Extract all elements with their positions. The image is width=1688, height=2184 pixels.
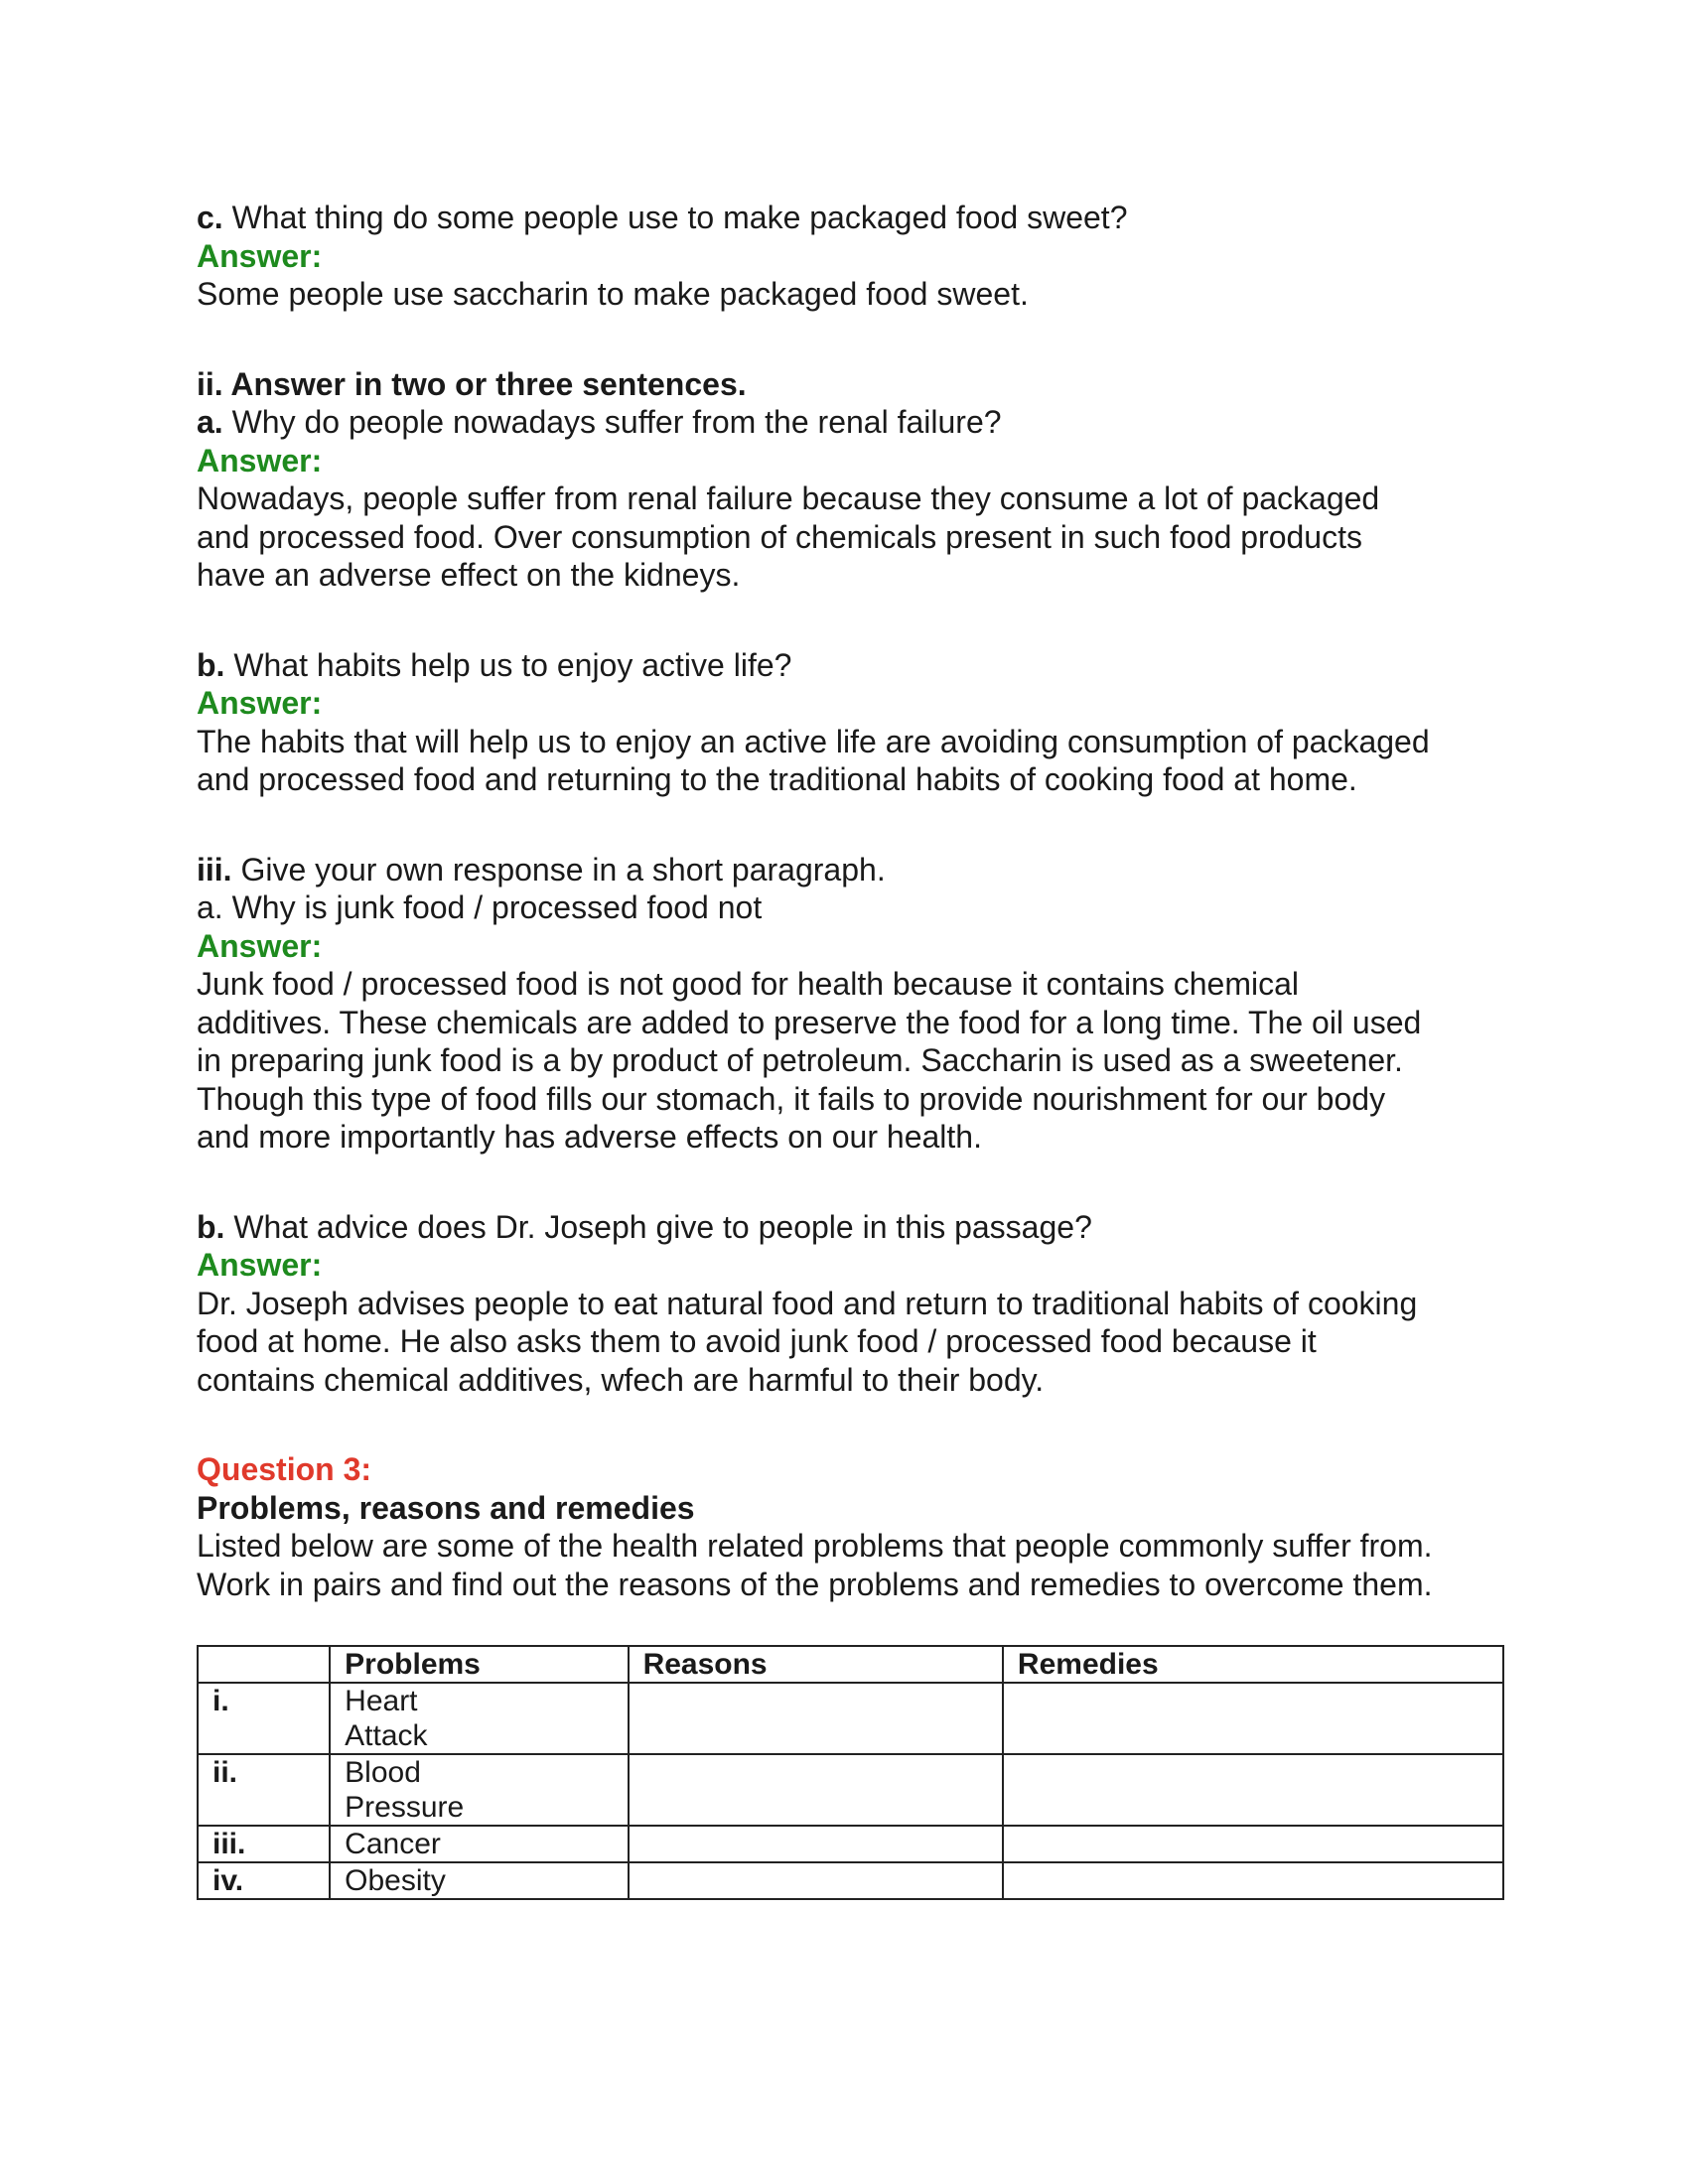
intro-line: Work in pairs and find out the reasons of the problems and remedies to overcome them. — [197, 1566, 1433, 1602]
question-text: What advice does Dr. Joseph give to people in this passage? — [224, 1208, 1092, 1245]
problems-table — [197, 1645, 1504, 1900]
answer-line: Junk food / processed food is not good for health because it contains chemical — [197, 966, 1300, 1002]
answer-line: in preparing junk food is a by product of petroleum. Saccharin is used as a sweetener. — [197, 1042, 1403, 1078]
remedies-cell — [1003, 1862, 1503, 1899]
section-heading: ii. Answer in two or three sentences. — [197, 365, 747, 402]
answer-label: Answer: — [197, 237, 323, 274]
problem-cell — [330, 1683, 628, 1754]
problem-line: Obesity — [345, 1864, 446, 1897]
answer-line: and processed food. Over consumption of chemicals present in such food products — [197, 518, 1362, 555]
document-body — [197, 199, 1507, 1603]
answer-line: food at home. He also asks them to avoid junk food / processed food because it — [197, 1323, 1317, 1359]
answer-line: and more importantly has adverse effects on our health. — [197, 1119, 982, 1155]
problem-cell — [330, 1754, 628, 1826]
section-iii-heading — [197, 851, 1507, 889]
column-header-remedies: Remedies — [1003, 1646, 1503, 1683]
answer-text: Some people use saccharin to make packaged food sweet. — [197, 276, 1029, 312]
table-row — [198, 1862, 1503, 1899]
column-header-problems: Problems — [330, 1646, 628, 1683]
answer-line: contains chemical additives, wfech are harmful to their body. — [197, 1361, 1045, 1398]
answer-line: Dr. Joseph advises people to eat natural food and return to traditional habits of cooking — [197, 1285, 1418, 1321]
question-iii-a: a. Why is junk food / processed food not — [197, 889, 763, 925]
answer-line: The habits that will help us to enjoy an active life are avoiding consumption of packaged — [197, 723, 1430, 759]
reasons-cell — [629, 1754, 1003, 1826]
row-number: i. — [198, 1683, 330, 1754]
problem-line: Heart — [345, 1685, 418, 1717]
remedies-cell — [1003, 1826, 1503, 1862]
problem-line: Attack — [345, 1719, 428, 1752]
remedies-cell — [1003, 1683, 1503, 1754]
question-3-heading: Question 3: — [197, 1451, 372, 1487]
answer-line: and processed food and returning to the traditional habits of cooking food at home. — [197, 761, 1357, 797]
question-iii-b — [197, 1208, 1507, 1247]
question-label: b. — [197, 646, 225, 683]
answer-label: Answer: — [197, 1247, 323, 1283]
section-label: iii. — [197, 851, 232, 887]
question-label: a. — [197, 404, 223, 440]
column-header-number — [198, 1646, 330, 1683]
remedies-cell — [1003, 1754, 1503, 1826]
question-label: c. — [197, 200, 223, 235]
table-row — [198, 1683, 1503, 1754]
row-number: ii. — [198, 1754, 330, 1826]
answer-line: additives. These chemicals are added to preserve the food for a long time. The oil used — [197, 1004, 1422, 1040]
table-row — [198, 1826, 1503, 1862]
answer-label: Answer: — [197, 442, 323, 478]
column-header-reasons: Reasons — [629, 1646, 1003, 1683]
answer-label: Answer: — [197, 685, 323, 721]
question-label: b. — [197, 1208, 225, 1245]
problem-cell — [330, 1826, 628, 1862]
reasons-cell — [629, 1862, 1003, 1899]
reasons-cell — [629, 1826, 1003, 1862]
answer-label: Answer: — [197, 927, 323, 964]
question-ii-a — [197, 403, 1507, 442]
question-c — [197, 199, 1507, 237]
question-text: What thing do some people use to make packaged food sweet? — [222, 200, 1128, 235]
question-3-title: Problems, reasons and remedies — [197, 1489, 695, 1526]
answer-line: Though this type of food fills our stomach, it fails to provide nourishment for our body — [197, 1080, 1386, 1117]
problem-cell — [330, 1862, 628, 1899]
table-header-row — [198, 1646, 1503, 1683]
question-text: Why do people nowadays suffer from the renal failure? — [222, 404, 1002, 440]
problem-line: Cancer — [345, 1828, 441, 1860]
answer-line: have an adverse effect on the kidneys. — [197, 557, 741, 593]
question-ii-b — [197, 646, 1507, 685]
problem-line: Blood — [345, 1756, 421, 1789]
row-number: iii. — [198, 1826, 330, 1862]
reasons-cell — [629, 1683, 1003, 1754]
table-row — [198, 1754, 1503, 1826]
answer-line: Nowadays, people suffer from renal failure because they consume a lot of packaged — [197, 480, 1380, 516]
row-number: iv. — [198, 1862, 330, 1899]
question-text: What habits help us to enjoy active life? — [224, 646, 792, 683]
intro-line: Listed below are some of the health related problems that people commonly suffer from. — [197, 1528, 1433, 1564]
section-heading: Give your own response in a short paragraph. — [231, 851, 886, 887]
problem-line: Pressure — [345, 1791, 465, 1824]
